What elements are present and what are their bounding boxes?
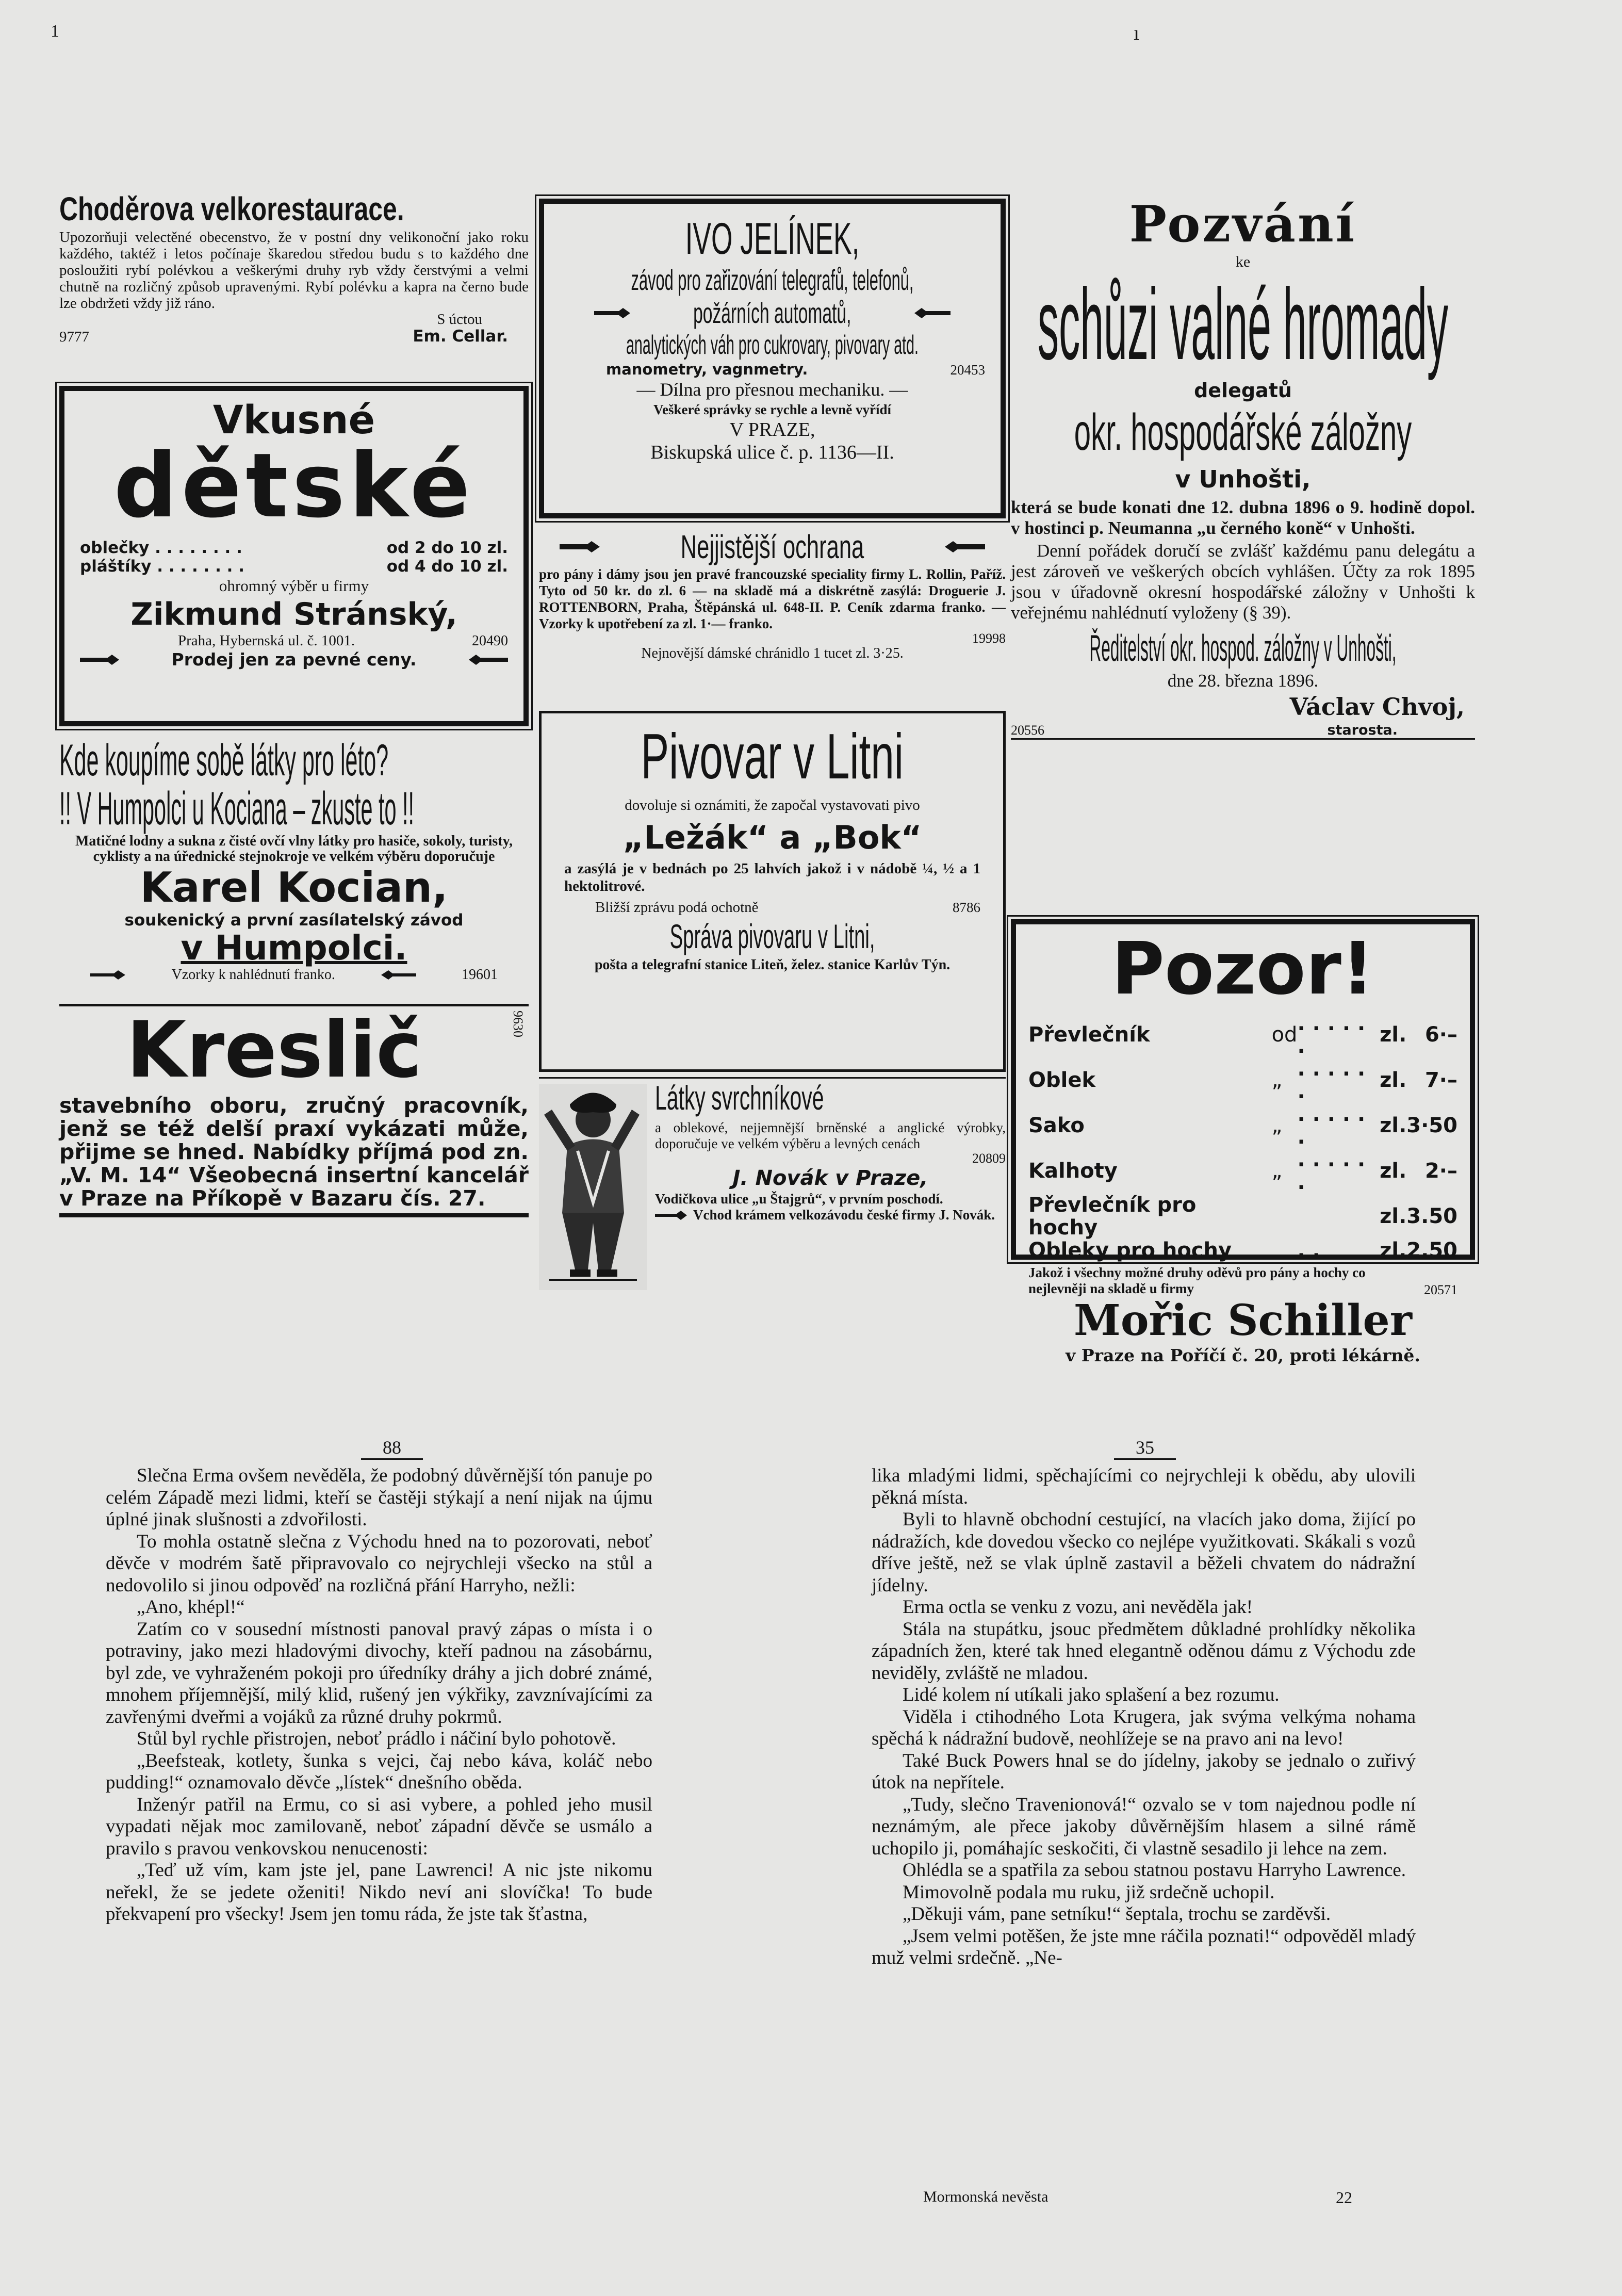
story-column-right [872, 1465, 1416, 2185]
ad-choderova [59, 191, 529, 382]
story-paragraph: Erma octla se venku z vozu, ani nevěděla jak! [903, 1597, 1253, 1618]
pointing-hand-icon [380, 969, 416, 981]
detske-item1-row [80, 539, 508, 557]
kreslic-bottom-rule [59, 1213, 529, 1217]
detske-footer: Prodej jen za pevné ceny. [171, 649, 417, 670]
pozor-item-price: 2·– [1424, 1159, 1457, 1183]
jelinek-city: V PRAZE, [729, 419, 815, 441]
story-left-handnote: 88 [361, 1437, 423, 1460]
story-paragraph: „Jsem velmi potěšen, že jste mne ráčila poznati!“ odpověděl mladý muž velmi srdečně. „Ne- [872, 1925, 1416, 1968]
story-paragraph: Lidé kolem ní utíkali jako splašení a bez rozumu. [903, 1684, 1280, 1705]
kocian-footer: Vzorky k nahlédnutí franko. [171, 967, 335, 983]
ochrana-body: pro pány i dámy jsou jen pravé francouzské speciality firmy L. Rollin, Paříž. Tyto od 50 kr. do zl. 6 — na skladě má a diskrétně zasýlá: Droguerie J. ROTTENBORN, Praha, Štěpánská ul. 648-II. P. Ceník zdarma franko. — Vzorky k upotřebení za zl. 1·— franko. [539, 566, 1006, 631]
footer-title: Mormonská nevěsta [923, 2188, 1048, 2205]
footer-number: 22 [1336, 2188, 1352, 2207]
story-paragraph: Zatím co v sousední místnosti panoval pravý zápas o místa i o potraviny, jako mezi hladovými divochy, kteří padnou na zásobárnu, byl zde, ve vyhraženém pokoji pro úředníky dráhy a jich dobré známé, mnohem příjemnější, milý klid, rušený jen výkřiky, zavznívajícími za zavřenými dveřmi a vojáků za různé druhy pokrmů. [106, 1618, 652, 1728]
tailor-figure-icon [539, 1084, 647, 1290]
jelinek-line4-row [560, 361, 985, 378]
pozor-title: Pozor! [1111, 927, 1374, 1011]
pointing-hand-icon [90, 969, 126, 981]
pointing-hand-icon [655, 1210, 688, 1221]
pivovar-signature: Správa pivovaru v Litni, [669, 917, 875, 955]
column-right [1011, 195, 1475, 1365]
pozor-item-price: 3·50 [1406, 1114, 1457, 1137]
pozor-item-price: 6·– [1424, 1023, 1457, 1047]
kocian-city: v Humpolci. [181, 928, 407, 968]
detske-subtitle: ohromný výběr u firmy [219, 577, 369, 595]
detske-line2: dětské [113, 434, 474, 538]
kocian-name: Karel Kocian, [140, 864, 448, 911]
pivovar-info-row [554, 895, 991, 916]
story-paragraph: lika mladými lidmi, spěchajícími co nejrychleji k obědu, aby ulovili pěkná místa. [872, 1465, 1416, 1508]
jelinek-line2: požárních automatů, [693, 297, 851, 329]
pozvani-footer-row [1011, 722, 1475, 740]
detske-number: 20490 [472, 633, 508, 649]
pozor-note: Jakož i všechny možné druhy oděvů pro pány a hochy co nejlevněji na skladě u firmy [1028, 1265, 1366, 1296]
ochrana-title-row [539, 530, 1006, 564]
pozor-item-name: Obleky pro hochy [1028, 1239, 1232, 1262]
kreslic-body: stavebního oboru, zručný pracovník, jenž se též delší praxí vykázati může, přijme se hned. Nabídky příjmá pod zn. „V. M. 14“ Všeobecná insertní kancelář v Praze na Příkopě v Bazaru čís. 27. [59, 1093, 529, 1211]
novak-name: J. Novák v Praze, [732, 1166, 928, 1190]
pointing-hand-icon [560, 540, 601, 554]
pozor-item-dots: . . . . . . [1297, 1148, 1366, 1194]
choderova-number: 9777 [59, 329, 89, 345]
detske-item1-price: od 2 do 10 zl. [386, 539, 508, 557]
pivovar-intro: dovoluje si oznámiti, že započal vystavovati pivo [625, 797, 920, 813]
pivovar-number: 8786 [953, 900, 980, 915]
pozor-item-price: 2.50 [1406, 1239, 1457, 1262]
pozor-item-dots [1297, 1194, 1380, 1239]
pozor-number: 20571 [1424, 1282, 1457, 1297]
pozor-item-currency: zl. [1380, 1239, 1407, 1262]
ochrana-number: 19998 [972, 631, 1006, 646]
pozor-item-price: 3.50 [1406, 1204, 1457, 1228]
story-paragraph: Také Buck Powers hnal se do jídelny, jakoby se jednalo o zuřivý útok na nepřítele. [872, 1750, 1416, 1793]
novak-address: Vodičkova ulice „u Štajgrů“, v prvním poschodí. [655, 1191, 943, 1207]
story-paragraph: „Ano, khépl!“ [137, 1597, 245, 1618]
detske-firm: Zikmund Stránský, [130, 596, 457, 632]
choderova-greeting: S úctou [437, 311, 482, 328]
pozvani-signer: Václav Chvoj, [1289, 693, 1465, 721]
ad-pivovar [539, 711, 1006, 1072]
jelinek-line5: — Dílna pro přesnou mechaniku. — [636, 379, 908, 400]
detske-line1: Vkusné [212, 397, 375, 443]
jelinek-line3: analytických váh pro cukrovary, pivovary atd. [626, 330, 919, 360]
pozor-name: Mořic Schiller [1074, 1296, 1412, 1345]
pozor-item-name: Převlečník pro hochy [1028, 1193, 1197, 1240]
pozor-item-prefix: „ [1271, 1114, 1283, 1137]
detske-address-row [80, 632, 508, 649]
ad-jelinek [539, 199, 1006, 518]
pozor-item-name: Kalhoty [1028, 1159, 1118, 1183]
pozvani-directorate: Ředitelství okr. hospod. záložny v Unhošti, [1089, 628, 1397, 669]
detske-footer-row [80, 649, 508, 670]
pozor-address: v Praze na Poříčí č. 20, proti lékárně. [1066, 1345, 1420, 1365]
jelinek-line6: Veškeré správky se rychle a levně vyřídí [653, 402, 891, 417]
jelinek-name: IVO JELÍNEK, [685, 214, 860, 264]
ad-pozvani [1011, 196, 1475, 913]
ad-kreslic [59, 1004, 529, 1262]
kocian-body: Matičné lodny a sukna z čisté ovčí vlny látky pro hasiče, sokoly, turisty, cyklisty a na úřednické stejnokroje ve velkém výběru doporučuje [75, 833, 513, 865]
pozor-item-dots: . . . . . . [1297, 1012, 1366, 1058]
story-paragraph: „Beefsteak, kotlety, šunka s vejci, čaj nebo káva, koláč nebo pudding!“ oznamovalo děvče „lístek“ dnešního oběda. [106, 1750, 652, 1793]
pozor-item-prefix: „ [1271, 1068, 1283, 1092]
choderova-body: Upozorňuji velectěné obecenstvo, že v postní dny velikonoční jako roku každého, taktéž i letos počínaje škaredou středou budu s to každého dne posloužiti rybí polévkou a veškerými druhy ryb vždy čerstvými a velmi chutně na rozličný způsob upravenými. Rybí polévku a kapra na černo bude lze obdržeti vždy již ráno. [59, 229, 529, 312]
pozor-item-price: 7·– [1424, 1068, 1457, 1092]
story-paragraph: „Teď už vím, kam jste jel, pane Lawrenci! A nic jste nikomu neřekl, že se jedete oženiti! Nikdo neví ani slovíčka! To bude překvapení pro všecky! Jsem jen tomu ráda, že jste tak šťastna, [106, 1860, 652, 1925]
ad-pozor [1011, 919, 1475, 1365]
pointing-hand-icon [594, 307, 631, 319]
pivovar-title: Pivovar v Litni [641, 721, 904, 792]
pozor-price-row [1028, 1194, 1457, 1239]
story-paragraph: Viděla i ctihodného Lota Krugera, jak svýma velkýma nohama spěchá k nádražní budově, neohlížeje se na pravo ani na levo! [872, 1706, 1416, 1749]
pozor-item-prefix: od [1271, 1023, 1298, 1047]
choderova-title: Choděrova velkorestaurace. [59, 190, 404, 227]
story-right-handnote: 35 [1114, 1437, 1176, 1460]
kocian-number: 19601 [461, 967, 498, 983]
pozor-item-currency: zl. [1380, 1204, 1407, 1228]
pivovar-footer: pošta a telegrafní stanice Liteň, želez. stanice Karlův Týn. [594, 957, 951, 973]
column-middle [539, 199, 1006, 1294]
ad-detske [59, 386, 529, 726]
pointing-hand-icon [80, 653, 121, 666]
ochrana-footer: Nejnovější dámské chránidlo 1 tucet zl. 3·25. [641, 645, 904, 661]
pozor-item-dots: . . . . . . [1297, 1057, 1366, 1103]
pozvani-headline: schůzi valné hromady [1037, 268, 1449, 381]
story-paragraph: „Děkuji vám, pane setníku!“ šeptala, trochu se zarděvši. [903, 1903, 1331, 1925]
story-column-left [106, 1465, 652, 2115]
story-paragraph: Inženýr patřil na Ermu, co si asi vybere, a pohled jeho musil vypadati nějak moc zamilovaně, neboť západní děvče se usmálo a pravilo s pravou venkovskou nenucenosti: [106, 1794, 652, 1859]
pivovar-body: a zasýlá je v bednách po 25 lahvích jakož i v nádobě ¼, ½ a 1 hektolitrové. [564, 860, 980, 894]
jelinek-line2-row [560, 297, 985, 330]
pozor-item-currency: zl. [1380, 1159, 1407, 1183]
story-paragraph: Stála na stupátku, jsouc předmětem důkladné prohlídky několika západních žen, které tak hned elegantně oděnou dámu z Východu zde neviděly, zvláště ne mladou. [872, 1618, 1416, 1684]
pointing-hand-icon [944, 540, 985, 554]
pozvani-org: okr. hospodářské záložny [1074, 403, 1412, 461]
story-paragraph: Mimovolně podala mu ruku, již srdečně uchopil. [903, 1881, 1275, 1903]
kocian-headline1: Kde koupíme sobě látky pro léto? [59, 736, 389, 785]
pivovar-brands: „Ležák“ a „Bok“ [622, 819, 922, 856]
pointing-hand-icon [913, 307, 951, 319]
page-tick-right: ı [1134, 21, 1140, 44]
pozvani-delegatu: delegatů [1194, 379, 1292, 402]
novak-entrance-row [655, 1207, 1006, 1223]
pozor-price-row [1028, 1057, 1457, 1103]
pozvani-number: 20556 [1011, 723, 1044, 738]
story-paragraph: Byli to hlavně obchodní cestující, na vlacích jako doma, žijící po nádražích, kde dovedou všecko co nejlépe využitkovati. Skákali s vozů dříve ještě, než se vlak úplně zastavil a běželi chvatem do nádražní jídelny. [872, 1509, 1416, 1596]
novak-entrance: Vchod krámem velkozávodu české firmy J. Novák. [693, 1207, 995, 1223]
detske-address: Praha, Hybernská ul. č. 1001. [178, 632, 355, 649]
pozor-item-prefix: „ [1271, 1159, 1283, 1183]
jelinek-address: Biskupská ulice č. p. 1136—II. [650, 442, 894, 463]
novak-title: Látky svrchníkové [655, 1079, 824, 1117]
ad-kocian [59, 737, 529, 1000]
pozor-item-dots: . . [1297, 1239, 1320, 1262]
column-left [59, 191, 529, 1262]
pozvani-role: starosta. [1327, 722, 1398, 738]
kreslic-headline: Kreslič [126, 1005, 422, 1095]
pointing-hand-icon [467, 653, 508, 666]
pozor-item-dots: . . . . . . [1297, 1102, 1366, 1149]
pozor-price-row [1028, 1148, 1457, 1194]
kocian-subtitle: soukenický a první zasílatelský závod [124, 911, 464, 930]
pozor-item-name: Sako [1028, 1114, 1085, 1137]
ad-ochrana [539, 530, 1006, 708]
pozor-price-row [1028, 1239, 1457, 1262]
page-tick-left: 1 [51, 22, 59, 41]
detske-item2-price: od 4 do 10 zl. [386, 557, 508, 576]
pozor-item-currency: zl. [1380, 1068, 1407, 1092]
pozvani-date: dne 28. března 1896. [1167, 671, 1319, 691]
pozvani-ke: ke [1235, 253, 1251, 270]
jelinek-line1: závod pro zařizování telegrafů, telefonů, [631, 264, 914, 296]
detske-item2-row [80, 557, 508, 576]
story-paragraph: Stůl byl rychle přistrojen, neboť prádlo i náčiní bylo pohotově. [137, 1728, 616, 1749]
jelinek-line4: manometry, vagnmetry. [606, 361, 808, 378]
novak-number: 20809 [972, 1151, 1006, 1166]
story-paragraph: To mohla ostatně slečna z Východu hned na to pozorovati, neboť děvče v modrém šatě připravovalo co nejrychleji všecko na stůl a nedovolilo si jinou odpověď na rozličná přání Harryho, nežli: [106, 1530, 652, 1596]
pozor-item-prefix [1272, 1194, 1298, 1239]
pozor-item-currency: zl. [1380, 1114, 1407, 1137]
story-paragraph: Slečna Erma ovšem nevěděla, že podobný důvěrnější tón panuje po celém Západě mezi lidmi, kteří se častěji stýkají a není nijak na újmu úplné jinak slušnosti a zdvořilosti. [106, 1465, 652, 1530]
story-paragraph: „Tudy, slečno Travenionová!“ ozvalo se v tom najednou podle ní neznámým, ale přece jakoby důvěrnějším hlasem a silné rámě uchopilo ji, pomáhajíc seskočiti, či vlastně sesadilo ji lehce na zem. [872, 1794, 1416, 1859]
choderova-footer-row [59, 327, 529, 346]
pozvani-body2: Denní pořádek doručí se zvlášť každému panu delegátu a jest zároveň ve veškerých obcích vyhlášen. Účty za rok 1895 jsou v úřadovně okresní hospodářské záložny v Unhošti k veřejnému nahlédnutí vyloženy (§ 39). [1011, 541, 1475, 623]
jelinek-number: 20453 [950, 362, 985, 378]
pozor-item-prefix [1272, 1239, 1298, 1262]
choderova-signature: Em. Cellar. [413, 327, 508, 346]
pozor-item-name: Převlečník [1028, 1023, 1150, 1047]
pozvani-place: v Unhošti, [1175, 465, 1311, 493]
detske-item2-label: pláštíky . . . . . . . . [80, 557, 245, 576]
pozvani-body1: která se bude konati dne 12. dubna 1896 o 9. hodině dopol. v hostinci p. Neumanna „u černého koně“ v Unhošti. [1011, 497, 1475, 538]
kocian-headline2: !! V Humpolci u Kociana – zkuste to !! [59, 783, 415, 835]
novak-body: a oblekové, nejjemnější brněnské a anglické výrobky, doporučuje ve velkém výběru a levných cenách [655, 1120, 1006, 1151]
ad-novak [539, 1077, 1006, 1294]
story-paragraph: Ohlédla se a spatřila za sebou statnou postavu Harryho Lawrence. [903, 1860, 1406, 1881]
ochrana-title: Nejjistější ochrana [680, 528, 864, 565]
pozor-item-currency: zl. [1380, 1023, 1407, 1047]
kreslic-side-number: 9630 [511, 1011, 526, 1037]
pozor-price-table [1028, 1012, 1457, 1262]
kocian-footer-row [59, 967, 529, 983]
pivovar-info: Bližší zprávu podá ochotně [595, 899, 759, 916]
pozor-item-name: Oblek [1028, 1068, 1096, 1092]
detske-item1-label: oblečky . . . . . . . . [80, 539, 242, 557]
pozor-price-row [1028, 1012, 1457, 1057]
pozvani-title: Pozvání [1129, 195, 1357, 253]
pozor-price-row [1028, 1103, 1457, 1148]
